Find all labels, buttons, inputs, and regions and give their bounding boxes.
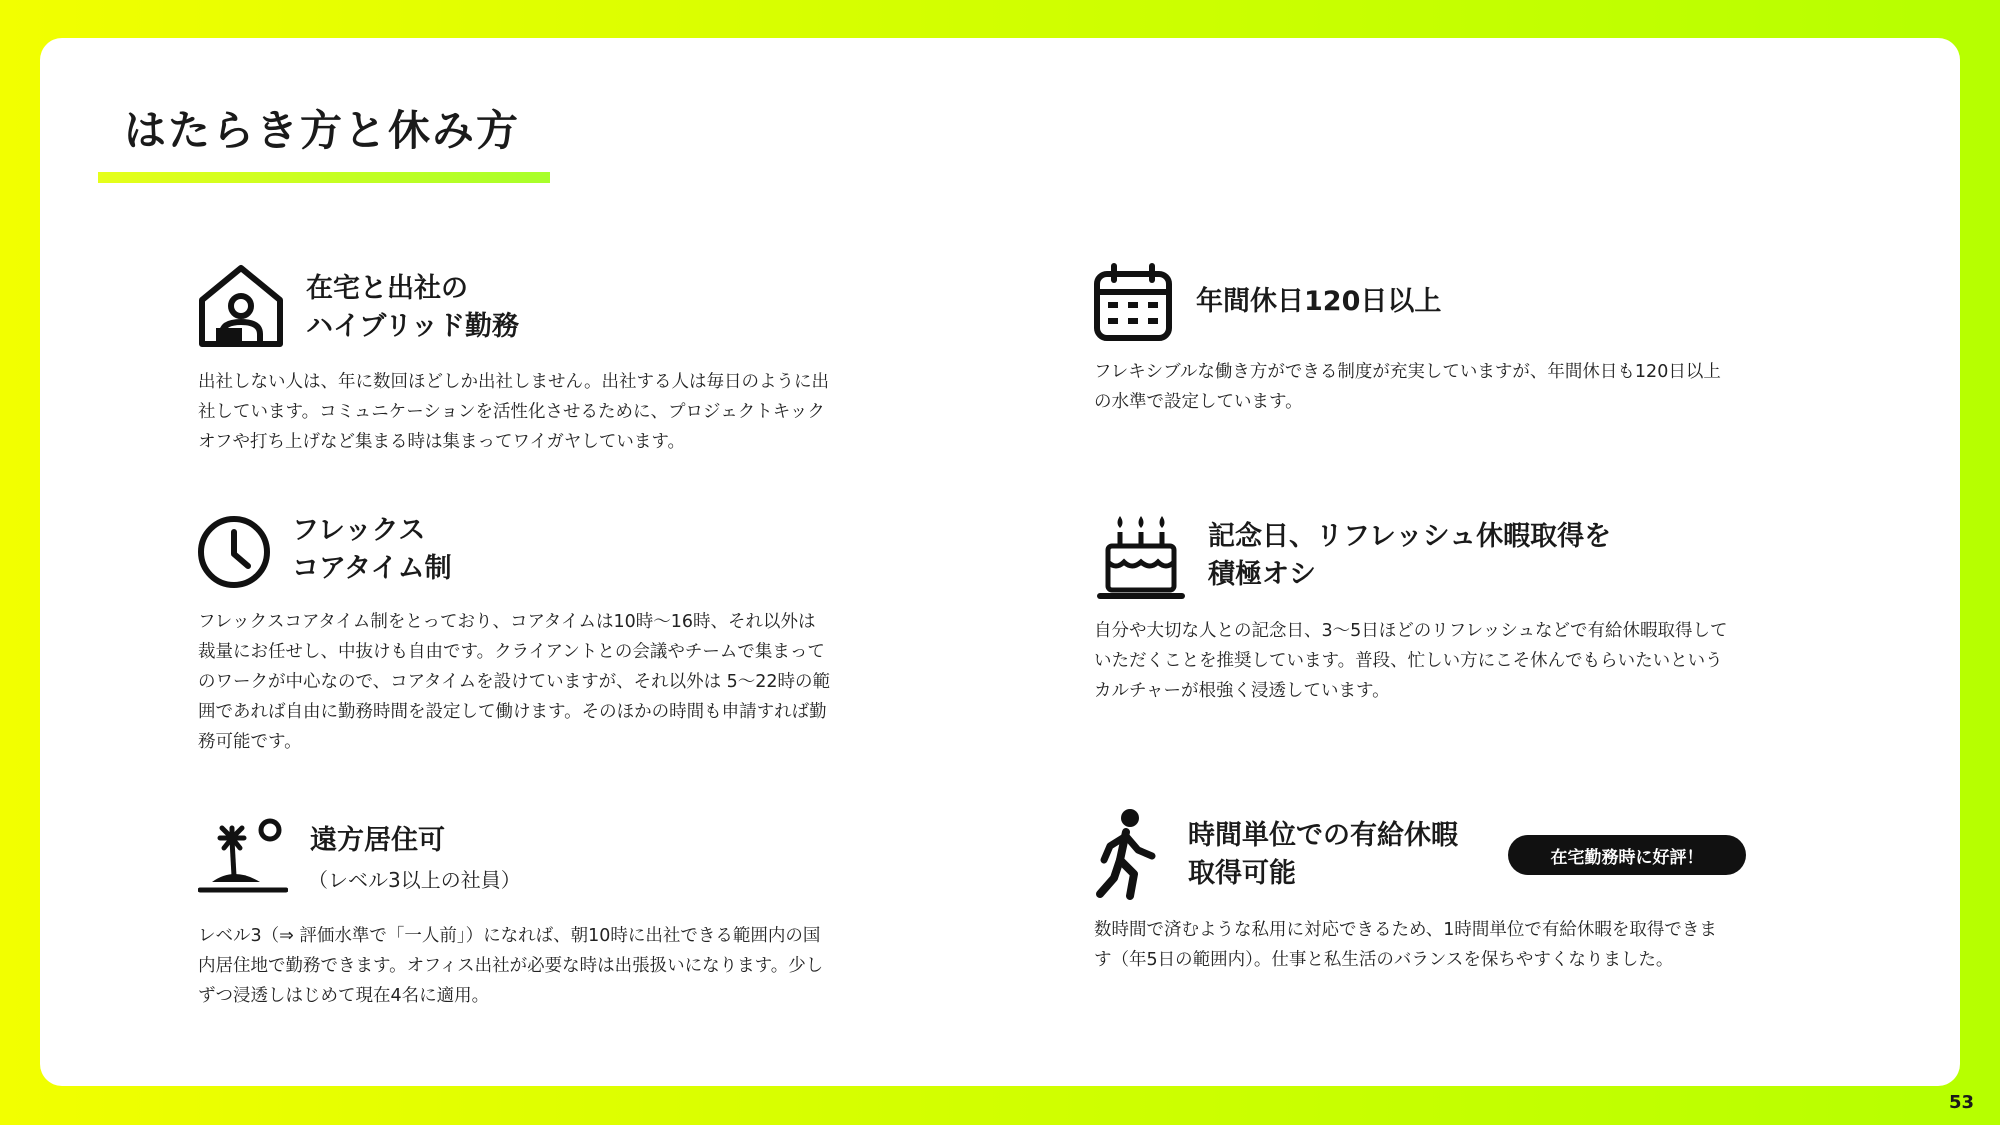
flex-body: フレックスコアタイム制をとっており、コアタイムは10時〜16時、それ以外は 裁量にお任せし、中抜けも自由です。クライアントとの会議やチームで集まって のワークが中心なので、コアタイムを設けていますが、それ以外は 5〜22時の範 囲であれば自由に勤務時間を設定して働けます。そのほかの時間も申請すれば勤 務可能です。 bbox=[198, 612, 831, 752]
hybrid-title-line1: 在宅と出社の bbox=[306, 273, 468, 304]
title-underline bbox=[98, 172, 550, 183]
flex-title-line1: フレックス bbox=[292, 515, 426, 546]
clock-icon bbox=[196, 514, 272, 590]
anniversary-body: 自分や大切な人との記念日、3〜5日ほどのリフレッシュなどで有給休暇取得して いただくことを推奨しています。普段、忙しい方にこそ休んでもらいたいという カルチャーが根強く浸透しています。 bbox=[1094, 621, 1728, 701]
hybrid-title-line2: ハイブリッド勤務 bbox=[306, 311, 520, 342]
calendar-icon bbox=[1092, 262, 1174, 344]
birthday-cake-icon bbox=[1096, 510, 1186, 602]
popular-badge: 在宅勤務時に好評！ bbox=[1508, 835, 1746, 875]
anniversary-title-line2: 積極オシ bbox=[1208, 559, 1316, 590]
page-number: 53 bbox=[1948, 1092, 1974, 1113]
hybrid-body: 出社しない人は、年に数回ほどしか出社しません。出社する人は毎日のように出 社しています。コミュニケーションを活性化させるために、プロジェクトキック オフや打ち上げなど集まる時は集まってワイガヤしています。 bbox=[198, 372, 830, 452]
holidays-body: フレキシブルな働き方ができる制度が充実していますが、年間休日も120日以上 の水準で設定しています。 bbox=[1094, 362, 1721, 412]
island-palm-icon bbox=[198, 816, 288, 900]
anniversary-title-line1: 記念日、リフレッシュ休暇取得を bbox=[1208, 521, 1612, 552]
walking-person-icon bbox=[1090, 808, 1164, 900]
holidays-title: 年間休日120日以上 bbox=[1196, 286, 1442, 317]
hourly-body: 数時間で済むような私用に対応できるため、1時間単位で有給休暇を取得できま す（年5日の範囲内）。仕事と私生活のバランスを保ちやすくなりました。 bbox=[1094, 920, 1717, 970]
remote-subtitle: （レベル3以上の社員） bbox=[308, 868, 521, 892]
hourly-title-line2: 取得可能 bbox=[1188, 858, 1296, 889]
hourly-title-line1: 時間単位での有給休暇 bbox=[1188, 820, 1458, 851]
remote-title: 遠方居住可 bbox=[310, 825, 445, 856]
remote-body: レベル3（⇒ 評価水準で「一人前」）になれば、朝10時に出社できる範囲内の国 内居住地で勤務できます。オフィス出社が必要な時は出張扱いになります。少し ずつ浸透しはじめて現在4名に適用。 bbox=[198, 926, 824, 1006]
home-person-icon bbox=[196, 262, 286, 350]
page-title: はたらき方と休み方 bbox=[124, 106, 521, 155]
flex-title-line2: コアタイム制 bbox=[292, 553, 452, 584]
